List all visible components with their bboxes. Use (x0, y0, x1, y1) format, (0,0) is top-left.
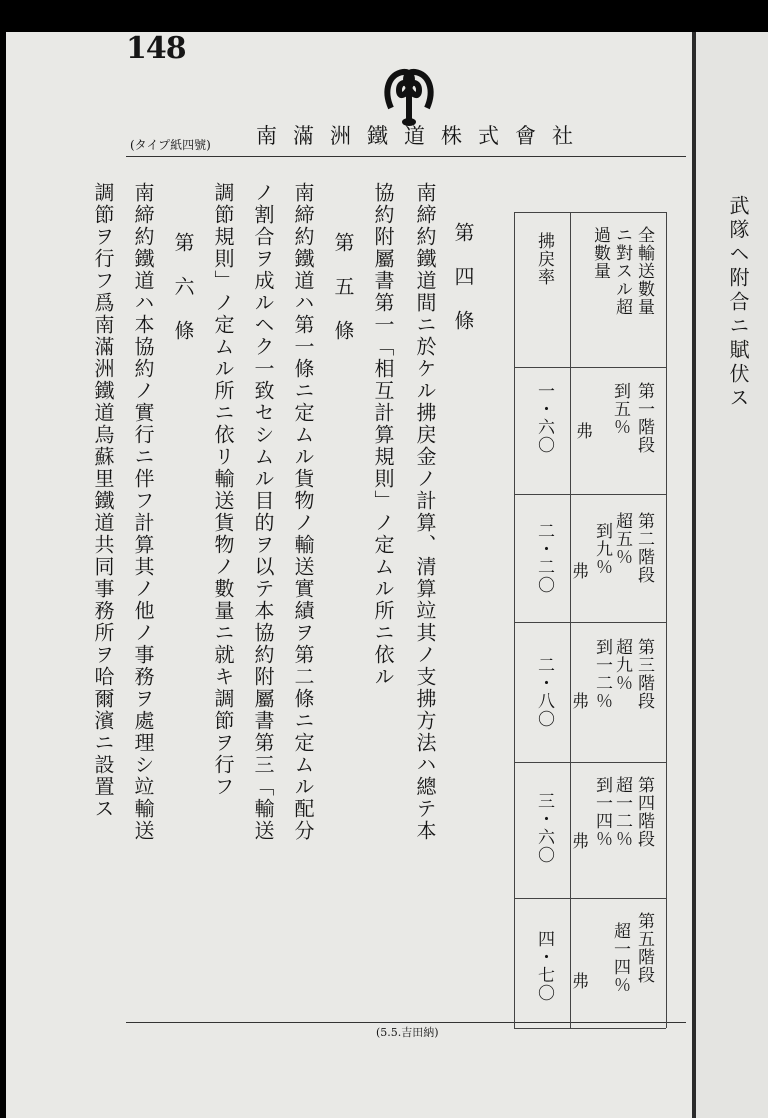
table-header-refund-rate: 拂戻率 (534, 232, 554, 286)
table-row-stage: 第五階段 (634, 912, 654, 984)
article-6-text-line-1: 南締約鐵道ハ本協約ノ實行ニ伴フ計算其ノ他ノ事務ヲ處理シ竝輸送 (131, 182, 155, 842)
table-row-unit: 弗 (572, 422, 592, 440)
table-row-range: 到九％ (592, 522, 612, 576)
table-header-line-1: 全輸送數量 (634, 226, 654, 316)
table-row-range: 到五％ (610, 382, 630, 436)
table-row-range: 超五％ (612, 512, 632, 566)
table-row-rate: 三・六〇 (534, 792, 554, 864)
table-row-range: 到一四％ (592, 776, 612, 848)
table-row-stage: 第三階段 (634, 638, 654, 710)
form-label: (タイプ紙四號) (130, 138, 211, 152)
table-header-line-3: 過數量 (590, 226, 610, 280)
footer-note: (5.5.吉田納) (376, 1026, 439, 1039)
refund-rate-table (514, 182, 674, 1028)
header-rule (126, 156, 686, 157)
table-row-unit: 弗 (568, 562, 588, 580)
article-4-text-line-1: 南締約鐵道間ニ於ケル拂戻金ノ計算、清算竝其ノ支拂方法ハ總テ本 (413, 182, 437, 842)
table-row-range: 到一二％ (592, 638, 612, 710)
table-row-rate: 二・八〇 (534, 656, 554, 728)
article-4-text-line-2: 協約附屬書第一「相互計算規則」ノ定ムル所ニ依ル (371, 182, 395, 688)
adjacent-page-text: 武隊ヘ附合ニ賦伏ス (726, 195, 750, 411)
table-row-stage: 第二階段 (634, 512, 654, 584)
table-row-range: 超一二％ (612, 776, 632, 848)
article-6-heading: 第 六 條 (171, 232, 195, 342)
article-5-text-line-2: ノ割合ヲ成ルヘク一致セシムル目的ヲ以テ本協約附屬書第三「輸送 (251, 182, 275, 842)
table-row-rate: 四・七〇 (534, 930, 554, 1002)
table-row-unit: 弗 (568, 832, 588, 850)
company-logo-icon (381, 68, 437, 128)
table-row-unit: 弗 (568, 692, 588, 710)
article-5-text-line-3: 調節規則」ノ定ムル所ニ依リ輸送貨物ノ數量ニ就キ調節ヲ行フ (211, 182, 235, 798)
article-5-text-line-1: 南締約鐵道ハ第一條ニ定ムル貨物ノ輸送實績ヲ第二條ニ定ムル配分 (291, 182, 315, 842)
table-row-unit: 弗 (568, 972, 588, 990)
company-name: 南滿洲鐵道株式會社 (256, 124, 589, 148)
table-row-stage: 第四階段 (634, 776, 654, 848)
page-number: 148 (126, 32, 186, 66)
table-row-rate: 二・二〇 (534, 522, 554, 594)
article-6-text-line-2: 調節ヲ行フ爲南滿洲鐵道烏蘇里鐵道共同事務所ヲ哈爾濱ニ設置ス (91, 182, 115, 820)
table-row-range: 超一四％ (610, 922, 630, 994)
table-row-stage: 第一階段 (634, 382, 654, 454)
document-page (6, 32, 692, 1118)
article-5-heading: 第 五 條 (331, 232, 355, 342)
table-header-line-2: ニ對スル超 (612, 226, 632, 316)
table-row-range: 超九％ (612, 638, 632, 692)
article-4-heading: 第 四 條 (451, 222, 475, 332)
table-row-rate: 一・六〇 (534, 382, 554, 454)
